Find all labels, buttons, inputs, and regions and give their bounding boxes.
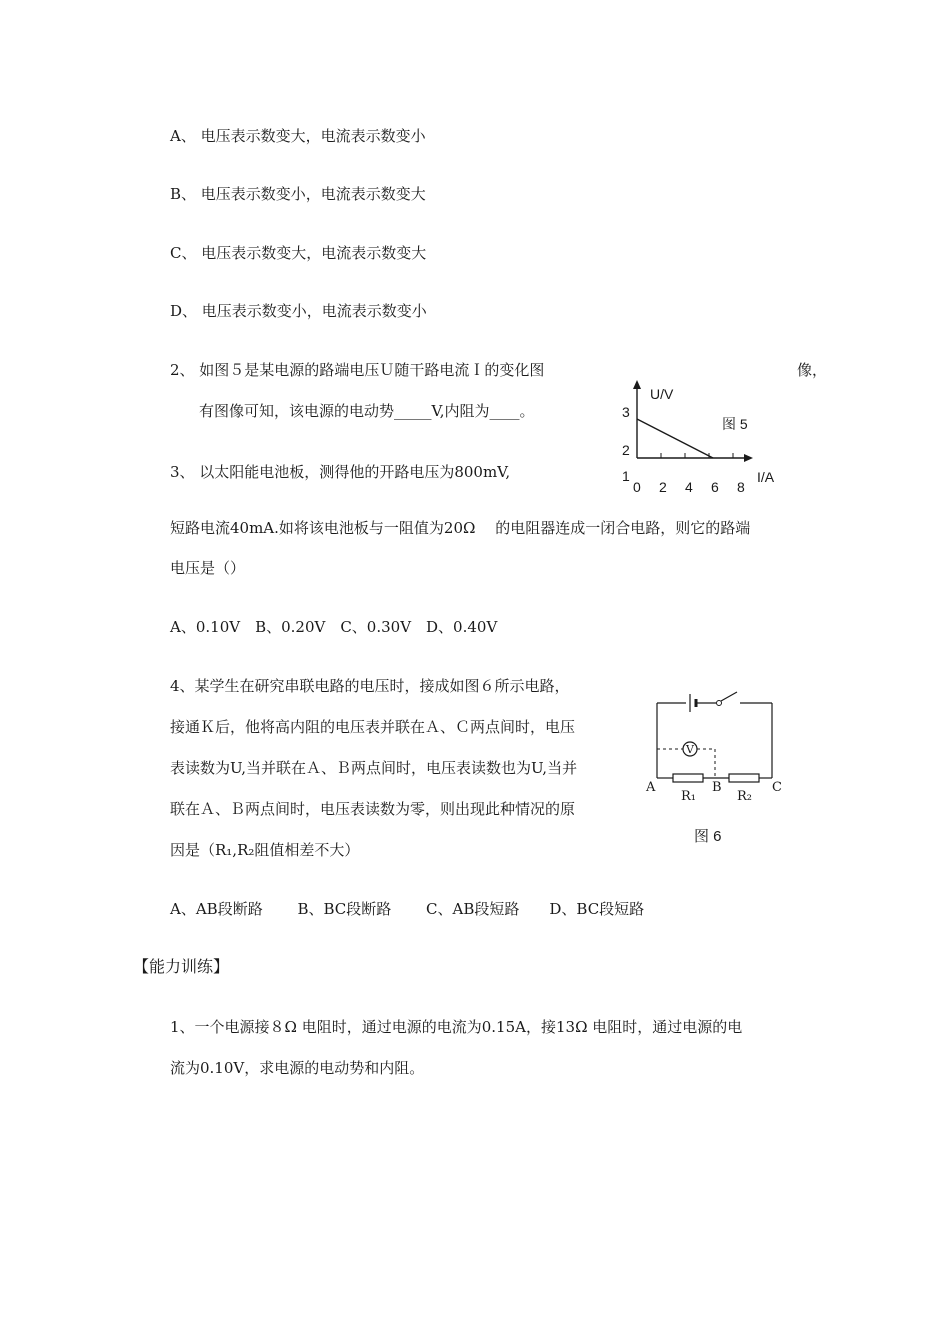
x-tick-0: 0 — [633, 479, 641, 495]
x-axis-label: I/A — [757, 469, 775, 485]
q1-option-c: C、 电压表示数变大，电流表示数变大 — [170, 244, 427, 262]
q1-option-a: A、 电压表示数变大，电流表示数变小 — [170, 127, 426, 145]
q3-line1: 3、 以太阳能电池板，测得他的开路电压为800mV, — [170, 463, 511, 481]
y-tick-2: 2 — [622, 442, 630, 458]
x-tick-8: 8 — [737, 479, 745, 495]
y-tick-3: 3 — [622, 404, 630, 420]
q1-option-b: B、 电压表示数变小，电流表示数变大 — [170, 185, 426, 203]
x-tick-2: 2 — [659, 479, 667, 495]
node-a-label: A — [646, 780, 656, 795]
q3-line3: 电压是（） — [170, 559, 246, 577]
q4-line2: 接通Ｋ后，他将高内阻的电压表并联在Ａ、Ｃ两点间时，电压 — [170, 718, 576, 736]
training-q1-line2: 流为0.10V，求电源的电动势和内阻。 — [170, 1059, 425, 1077]
q2-line1-tail: 像， — [797, 361, 828, 379]
node-c-label: C — [772, 780, 782, 795]
figure-5-graph — [610, 375, 785, 500]
figure-6-circuit — [640, 690, 790, 850]
node-b-label: B — [712, 780, 722, 795]
figure-6-caption: 图 6 — [694, 828, 722, 845]
r2-label: R₂ — [737, 789, 752, 804]
q2-line2: 有图像可知，该电源的电动势_____V,内阻为____。 — [199, 402, 535, 420]
ui-line — [637, 419, 713, 458]
q4-line1: 4、某学生在研究串联电路的电压时，接成如图６所示电路， — [170, 677, 570, 695]
resistor-r2-icon — [729, 774, 759, 782]
y-axis-label: U/V — [650, 386, 674, 402]
q4-line3: 表读数为U,当并联在Ａ、Ｂ两点间时，电压表读数也为U,当并 — [170, 759, 578, 777]
q4-line5: 因是（R₁,R₂阻值相差不大） — [170, 841, 360, 859]
r1-label: R₁ — [681, 789, 696, 804]
q4-options: A、AB段断路 B、BC段断路 C、AB段短路 D、BC段短路 — [170, 900, 645, 918]
figure-5-caption: 图 5 — [722, 416, 748, 432]
x-tick-4: 4 — [685, 479, 693, 495]
x-tick-6: 6 — [711, 479, 719, 495]
voltmeter-label: V — [686, 743, 694, 756]
q2-line1: 2、 如图５是某电源的路端电压Ｕ随干路电流Ｉ的变化图 — [170, 361, 545, 379]
q1-option-d: D、 电压表示数变小，电流表示数变小 — [170, 302, 427, 320]
section-title: 【能力训练】 — [133, 957, 230, 976]
q3-line2: 短路电流40mA.如将该电池板与一阻值为20Ω 的电阻器连成一闭合电路，则它的路端 — [170, 519, 751, 537]
y-tick-1: 1 — [622, 468, 630, 484]
q4-line4: 联在Ａ、Ｂ两点间时，电压表读数为零，则出现此种情况的原 — [170, 800, 576, 818]
q3-options: A、0.10V B、0.20V C、0.30V D、0.40V — [170, 618, 498, 636]
training-q1-line1: 1、一个电源接８Ω 电阻时，通过电源的电流为0.15A，接13Ω 电阻时，通过电源的电 — [170, 1018, 743, 1036]
battery-icon — [690, 694, 696, 712]
switch-icon — [717, 692, 738, 706]
resistor-r1-icon — [673, 774, 703, 782]
